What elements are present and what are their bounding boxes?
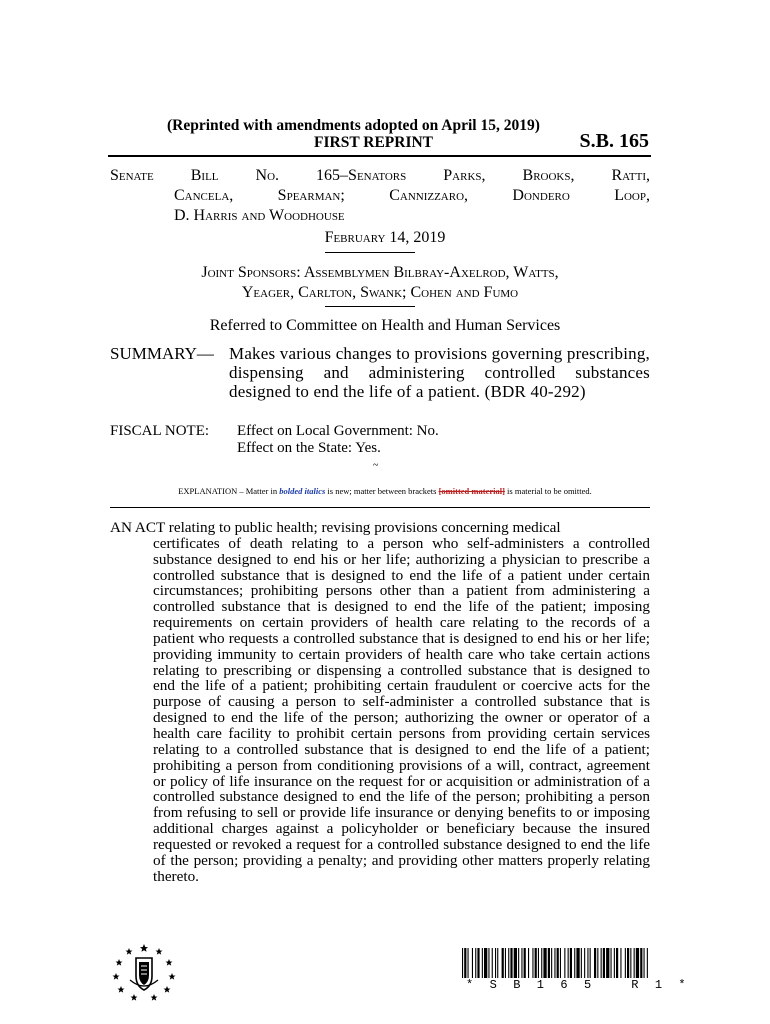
act-preamble xyxy=(110,520,650,884)
explanation-rule xyxy=(110,507,650,508)
barcode-icon xyxy=(462,948,648,978)
intro-line-2: Cancela, Spearman; Cannizzaro, Dondero Loop, xyxy=(174,187,650,204)
header-rule xyxy=(108,155,651,157)
tilde-mark: ~ xyxy=(373,460,379,471)
explanation-bolded: bolded italics xyxy=(279,486,326,496)
fiscal-note-label: FISCAL NOTE: xyxy=(110,423,210,439)
reprint-note: (Reprinted with amendments adopted on April 15, 2019) xyxy=(167,117,540,134)
state-seal-icon xyxy=(112,942,176,1002)
act-lead: AN ACT relating to public health; revising provisions concerning medical xyxy=(110,519,561,536)
intro-line-1: Senate Bill No. 165–Senators Parks, Brooks, Ratti, xyxy=(110,167,650,184)
explanation-line xyxy=(0,486,770,496)
summary-text: Makes various changes to provisions governing prescribing, dispensing and administering controlled substances designed to end the life of a patient. (BDR 40-292) xyxy=(229,344,650,401)
act-body: certificates of death relating to a person who self-administers a controlled substance designed to end his or her life; authorizing a physician to prescribe a controlled substance that is designed to end the life of a patient under certain circumstances; prohibiting persons other than a patient from administering a controlled substance that is designed to end the life of the patient; imposing requirements on certain providers of health care relating to the records of a patient who requests a controlled substance that is designed to end his or her life; providing immunity to certain providers of health care who take certain actions relating to prescribing or dispensing a controlled substance that is designed to end the life of a patient; prohibiting certain fraudulent or coercive acts for the purpose of causing a person to self-administer a controlled substance that is designed to end the life of the person; authorizing the owner or operator of a health care facility to prohibit certain persons from providing certain services relating to a controlled substance that is designed to end the life of a patient; prohibiting a person from conditioning provisions of a will, contract, agreement or policy of life insurance on the request for or acquisition or administration of a controlled substance designed to end the life of the person; prohibiting a person from refusing to sell or provide life insurance or denying benefits to or imposing additional charges against a policyholder or beneficiary because the insured requested or revoked a request for a controlled substance designed to end the life of the person; providing a penalty; and providing other matters properly relating thereto. xyxy=(153,534,650,885)
fiscal-local: Effect on Local Government: No. xyxy=(237,423,439,439)
joint-sponsors xyxy=(110,263,650,303)
committee-referral: Referred to Committee on Health and Human Services xyxy=(209,317,561,334)
bill-number: S.B. 165 xyxy=(579,130,649,152)
separator-dash xyxy=(325,252,415,253)
fiscal-note xyxy=(110,423,439,457)
intro-line-3: D. Harris and Woodhouse xyxy=(174,207,345,224)
introduction-date: February 14, 2019 xyxy=(324,229,446,246)
explanation-middle: is new; matter between brackets xyxy=(325,486,439,496)
explanation-suffix: is material to be omitted. xyxy=(504,486,592,496)
separator-dash xyxy=(325,306,415,307)
fiscal-state: Effect on the State: Yes. xyxy=(237,440,381,456)
explanation-prefix: EXPLANATION – Matter in xyxy=(178,486,280,496)
summary-label: SUMMARY— xyxy=(110,344,214,363)
sponsors-line-2: Yeager, Carlton, Swank; Cohen and Fumo xyxy=(241,284,519,301)
first-reprint-label: FIRST REPRINT xyxy=(314,134,434,151)
sponsors-line-1: Joint Sponsors: Assemblymen Bilbray-Axelrod, Watts, xyxy=(201,264,559,281)
barcode-text: * S B 1 6 5 R 1 * xyxy=(466,978,691,992)
summary-block xyxy=(110,344,650,401)
explanation-omitted: [omitted material] xyxy=(438,486,505,496)
bill-introduction xyxy=(110,166,650,226)
